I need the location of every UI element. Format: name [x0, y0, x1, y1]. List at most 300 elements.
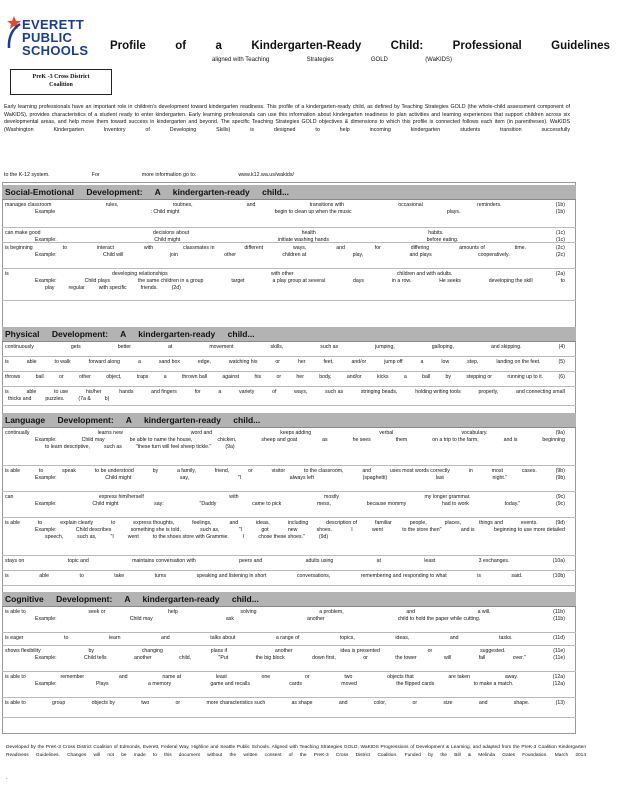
statement-word: routines, [172, 202, 193, 208]
continuation-word: such as [103, 444, 122, 450]
statement-word: size [443, 700, 453, 706]
section-heading: Physical Development: A kindergarten-ready child... [2, 327, 576, 342]
statement-word: continually [5, 430, 30, 436]
example-word: always left [289, 475, 314, 481]
example-word: Child might [154, 237, 181, 243]
statement-word: time. [514, 245, 526, 251]
statement-word: keeps adding [280, 430, 312, 436]
row-example [5, 655, 573, 662]
statement-word: for [374, 245, 381, 251]
statement-word: two [141, 700, 150, 706]
row-example [5, 527, 573, 534]
continuation-word: puzzles. [45, 396, 65, 402]
statement-word: better [117, 344, 131, 350]
statement-word: of [272, 389, 277, 395]
example-word: got [261, 527, 269, 533]
example-word: and is [460, 527, 475, 533]
example-word: had to work [441, 501, 469, 507]
statement-word: and [478, 700, 488, 706]
example-word: went [371, 527, 383, 533]
statement-word: other [79, 374, 91, 380]
statement-word: rules, [105, 202, 119, 208]
statement-word: or [275, 359, 281, 365]
statement-word: a [403, 374, 407, 380]
row-statement [5, 494, 573, 501]
example-word: "Put [218, 655, 229, 661]
continuation-word: (2d) [171, 285, 181, 291]
statement-word: or [427, 648, 433, 654]
profile-row [2, 672, 576, 698]
statement-word: objects that [387, 674, 414, 680]
example-word: Example: [35, 237, 57, 243]
statement-word: (13) [555, 700, 565, 706]
example-word: something she is told, [130, 527, 181, 533]
statement-word: and [336, 245, 345, 251]
example-word: over." [512, 655, 526, 661]
statement-word: and [229, 520, 239, 526]
profile-row [2, 357, 576, 372]
example-word: down first, [312, 655, 336, 661]
profile-row [2, 556, 576, 571]
statement-word: throws [5, 374, 21, 380]
row-example [5, 252, 573, 259]
statement-word: changing [141, 648, 163, 654]
section-heading: Language Development: A kindergarten-ready child... [2, 413, 576, 428]
statement-word: able [26, 389, 37, 395]
statement-word: is [5, 271, 9, 277]
statement-word: topic and [67, 558, 89, 564]
statement-word: low [441, 359, 450, 365]
example-word: such as, [200, 527, 220, 533]
statement-word: a range of [275, 635, 300, 641]
profile-row [2, 466, 576, 492]
statement-word: or [304, 674, 310, 680]
coalition-line-1: PreK -3 Cross District [32, 74, 90, 80]
statement-word: with other [271, 271, 294, 277]
statement-word: at [167, 344, 173, 350]
statement-word: step, [467, 359, 479, 365]
statement-word: and/or [351, 359, 367, 365]
statement-word: seek or [88, 609, 106, 615]
continuation-word: to learn descriptive, [45, 444, 90, 450]
statement-word: a will. [477, 609, 491, 615]
statement-word: can make good [5, 230, 41, 236]
statement-word: (9b) [555, 468, 565, 474]
row-example [5, 278, 573, 285]
example-word: developing the skill [488, 278, 533, 284]
statement-word: her [296, 374, 304, 380]
statement-word: stringing beads, [360, 389, 398, 395]
intro-word: For [91, 172, 100, 178]
logo-line-1: EVERETT [22, 17, 85, 32]
title-word: Guidelines [551, 40, 610, 52]
profile-row [2, 372, 576, 387]
row-example [5, 437, 573, 444]
example-word: Example: [35, 252, 57, 258]
statement-word: speak [62, 468, 76, 474]
statement-word: occasional [398, 202, 423, 208]
example-word: "I [238, 527, 243, 533]
row-continuation [5, 444, 573, 451]
statement-word: ways, [294, 389, 308, 395]
statement-word: traps [136, 374, 149, 380]
statement-word: and fingers [151, 389, 177, 395]
statement-word: can [5, 494, 14, 500]
statement-word: by [445, 374, 451, 380]
statement-word: express thoughts, [133, 520, 175, 526]
profile-section [2, 592, 576, 718]
example-word: moved [341, 681, 357, 687]
row-statement [5, 648, 573, 655]
statement-word: remembering and responding to what [360, 573, 447, 579]
statement-word: body, [319, 374, 332, 380]
continuation-word: to the shoes store with Grammie. [152, 534, 229, 540]
statement-word: or [248, 468, 253, 474]
title-word: Profile [110, 40, 146, 52]
statement-word: uses most words correctly [389, 468, 450, 474]
row-statement [5, 609, 573, 616]
example-word: them [395, 437, 408, 443]
row-example [5, 475, 573, 482]
statement-word: developing relationships [112, 271, 168, 277]
statement-word: is [5, 359, 9, 365]
continuation-word: (9d) [318, 534, 329, 540]
example-word: children at [282, 252, 307, 258]
row-statement [5, 389, 573, 396]
example-word: mess, [317, 501, 331, 507]
statement-word: word and [190, 430, 213, 436]
example-word: child to hold the paper while cutting. [397, 616, 481, 622]
statement-word: 3 exchanges. [478, 558, 510, 564]
example-word: last [435, 475, 444, 481]
continuation-word: regular [68, 285, 85, 291]
intro-word: more information go to: [141, 172, 197, 178]
example-word: Example: [35, 501, 57, 507]
statement-word: ways, [293, 245, 307, 251]
title-word: of [175, 40, 187, 52]
profile-section [2, 185, 576, 301]
example-word: beginning [542, 437, 565, 443]
row-statement [5, 468, 573, 475]
example-word: Child will [102, 252, 124, 258]
statement-word: is [477, 573, 481, 579]
statement-word: to [62, 245, 67, 251]
statement-word: reminders. [477, 202, 502, 208]
profile-row [2, 518, 576, 556]
statement-word: able [39, 573, 50, 579]
statement-word: against [222, 374, 240, 380]
statement-word: (2a) [555, 271, 565, 277]
statement-word: a [420, 359, 424, 365]
statement-word: away. [504, 674, 518, 680]
statement-word: visitor [271, 468, 286, 474]
example-word: Child might [105, 475, 132, 481]
statement-word: a [138, 359, 141, 365]
statement-word: explain clearly [60, 520, 94, 526]
example-word: child, [179, 655, 192, 661]
example-word: today." [504, 501, 521, 507]
example-word: be able to name the house, [129, 437, 193, 443]
statement-word: shape. [513, 700, 530, 706]
logo-text [22, 18, 88, 57]
example-word: shoes. [316, 527, 332, 533]
example-word: and plays [409, 252, 432, 258]
example-word: plays. [446, 209, 461, 215]
example-word: another [307, 616, 325, 622]
example-word: say: [154, 501, 164, 507]
example-word: initiate washing hands [277, 237, 329, 243]
row-continuation [5, 396, 573, 403]
example-word: as [322, 437, 328, 443]
example-word: Example: [35, 278, 57, 284]
statement-word: learn [108, 635, 121, 641]
statement-word: jumping, [375, 344, 395, 350]
row-statement [5, 520, 573, 527]
example-word: Example: [35, 616, 57, 622]
profile-row [2, 228, 576, 243]
row-statement [5, 359, 573, 366]
statement-word: (9a) [555, 430, 565, 436]
example-word: cards [289, 681, 302, 687]
statement-word: objects by [91, 700, 115, 706]
example-word: (9c) [556, 501, 565, 507]
section-heading: Social-Emotional Development: A kindergarten-ready child... [2, 185, 576, 200]
statement-word: turns [154, 573, 167, 579]
statement-word: familiar [375, 520, 392, 526]
example-word: a memory [148, 681, 172, 687]
statement-word: stepping or [466, 374, 493, 380]
example-word: the tower [395, 655, 417, 661]
statement-word: to use [54, 389, 69, 395]
statement-word: his/her [85, 389, 102, 395]
row-statement [5, 344, 573, 351]
example-word: he sees [352, 437, 371, 443]
example-word: Child describes [75, 527, 112, 533]
statement-word: to walk [54, 359, 71, 365]
statement-word: learns new [97, 430, 123, 436]
row-statement [5, 374, 573, 381]
statement-word: remember [60, 674, 85, 680]
example-word: "I [237, 475, 242, 481]
statement-word: one [261, 674, 271, 680]
row-continuation [5, 285, 573, 292]
example-word: to make a match. [473, 681, 514, 687]
continuation-word: such as, [77, 534, 97, 540]
statement-word: (10b) [552, 573, 565, 579]
statement-word: hands [119, 389, 134, 395]
example-word: (12a) [552, 681, 565, 687]
subtitle-word: (WaKIDS) [425, 57, 452, 63]
continuation-word: (9a) [225, 444, 235, 450]
statement-word: things and [479, 520, 503, 526]
statement-word: with [229, 494, 239, 500]
example-word: target [231, 278, 245, 284]
row-example [5, 209, 573, 216]
coalition-box [10, 69, 112, 95]
row-statement [5, 635, 573, 642]
coalition-line-2: Coalition [49, 82, 73, 88]
example-word: Child may [81, 437, 105, 443]
statement-word: least [424, 558, 436, 564]
statement-word: such as [325, 389, 344, 395]
example-word: begin to clean up when the music [274, 209, 352, 215]
statement-word: and [449, 635, 459, 641]
row-example [5, 501, 573, 508]
statement-word: or [59, 374, 64, 380]
statement-word: sand box [158, 359, 180, 365]
statement-word: by [152, 468, 159, 474]
statement-word: help [168, 609, 178, 615]
example-word: (11e) [553, 655, 565, 661]
statement-word: suggested. [480, 648, 506, 654]
statement-word: description of [326, 520, 358, 526]
example-word: other [224, 252, 236, 258]
statement-word: to the classroom, [304, 468, 344, 474]
example-word: a play group at several [272, 278, 326, 284]
example-word: came to pick [252, 501, 282, 507]
statement-word: habits. [428, 230, 444, 236]
profile-section [2, 327, 576, 406]
row-statement [5, 674, 573, 681]
example-word: beginning to use more detailed [493, 527, 565, 533]
statement-word: a [218, 389, 222, 395]
statement-word: least [215, 674, 227, 680]
statement-word: a problem, [319, 609, 344, 615]
statement-word: places, [444, 520, 462, 526]
statement-word: solving [240, 609, 257, 615]
statement-word: and [161, 635, 170, 641]
statement-word: by [88, 648, 95, 654]
subtitle-word: GOLD [370, 57, 388, 63]
example-word: Child tells [84, 655, 107, 661]
statement-word: transitions with [309, 202, 344, 208]
statement-word: differing [410, 245, 430, 251]
statement-word: and [406, 609, 415, 615]
statement-word: (6) [558, 374, 565, 380]
continuation-word: with specific [98, 285, 127, 291]
statement-word: children and with adults. [396, 271, 453, 277]
example-word: in a row. [391, 278, 412, 284]
statement-word: including [287, 520, 309, 526]
continuation-word: chose these shoes." [258, 534, 305, 540]
page-subtitle [212, 57, 452, 63]
statement-word: adults using [305, 558, 334, 564]
example-word: on a trip to the farm, [432, 437, 479, 443]
profile-row [2, 243, 576, 269]
profile-section [2, 413, 576, 586]
profile-row [2, 428, 576, 466]
statement-word: ideas, [395, 635, 410, 641]
statement-word: ball [422, 374, 431, 380]
example-word: sheep and goat [261, 437, 298, 443]
example-word: join [169, 252, 178, 258]
example-word: Child might [92, 501, 119, 507]
statement-word: verbal [379, 430, 394, 436]
statement-word: is able to [5, 609, 26, 615]
statement-word: cases. [521, 468, 537, 474]
row-statement [5, 202, 573, 209]
statement-word: galloping, [431, 344, 454, 350]
statement-word: (11b) [553, 609, 565, 615]
continuation-word: friends. [140, 285, 158, 291]
statement-word: is able [5, 468, 20, 474]
statement-word: or [412, 700, 418, 706]
profile-row [2, 607, 576, 633]
profile-row [2, 387, 576, 406]
example-word: play, [352, 252, 364, 258]
statement-word: landing on the feet. [496, 359, 541, 365]
statement-word: and [338, 700, 348, 706]
profile-row [2, 698, 576, 718]
statement-word: feelings, [192, 520, 212, 526]
statement-word: more characteristics such [206, 700, 266, 706]
statement-word: or [276, 374, 282, 380]
statement-word: most [491, 468, 503, 474]
statement-word: (4) [558, 344, 565, 350]
example-word: night." [492, 475, 508, 481]
continuation-word: I [242, 534, 245, 540]
statement-word: and skipping. [491, 344, 522, 350]
profile-row [2, 269, 576, 301]
example-word: Example: [35, 475, 57, 481]
statement-word: classmates in [183, 245, 215, 251]
statement-word: is able [5, 520, 20, 526]
example-word: say, [179, 475, 190, 481]
example-word: to [560, 278, 565, 284]
example-word: Example [35, 209, 56, 215]
row-statement [5, 573, 573, 580]
statement-word: or [175, 700, 181, 706]
example-word: (2c) [555, 252, 565, 258]
statement-word: friend, [214, 468, 230, 474]
statement-word: another [274, 648, 293, 654]
example-word: (9b) [555, 475, 565, 481]
statement-word: ideas, [256, 520, 270, 526]
continuation-word: (7a & [78, 396, 91, 402]
statement-word: tasks. [499, 635, 513, 641]
statement-word: gets [70, 344, 81, 350]
example-word: (11b) [553, 616, 565, 622]
statement-word: is eager [5, 635, 24, 641]
profile-row [2, 571, 576, 586]
statement-word: at [376, 558, 381, 564]
statement-word: color, [373, 700, 387, 706]
statement-word: to be understood [94, 468, 134, 474]
statement-word: for [194, 389, 201, 395]
row-statement [5, 558, 573, 565]
footer-dot: . [6, 775, 8, 781]
example-word: Child plays [84, 278, 110, 284]
example-word: Plays [95, 681, 109, 687]
example-word: to the store then" [402, 527, 442, 533]
statement-word: talks about [210, 635, 236, 641]
statement-word: variety [239, 389, 255, 395]
example-word: Example: [35, 527, 57, 533]
statement-word: in [468, 468, 473, 474]
example-word: chicken, [217, 437, 237, 443]
example-word: cooperatively. [478, 252, 510, 258]
statement-word: is beginning [5, 245, 33, 251]
statement-word: his [254, 374, 262, 380]
example-word: I [351, 527, 353, 533]
statement-word: and [246, 202, 256, 208]
statement-word: movement [209, 344, 234, 350]
title-word: Kindergarten-Ready [251, 40, 362, 52]
row-statement [5, 271, 573, 278]
title-word: Professional [452, 40, 522, 52]
profile-row [2, 492, 576, 518]
statement-word: and [118, 674, 128, 680]
